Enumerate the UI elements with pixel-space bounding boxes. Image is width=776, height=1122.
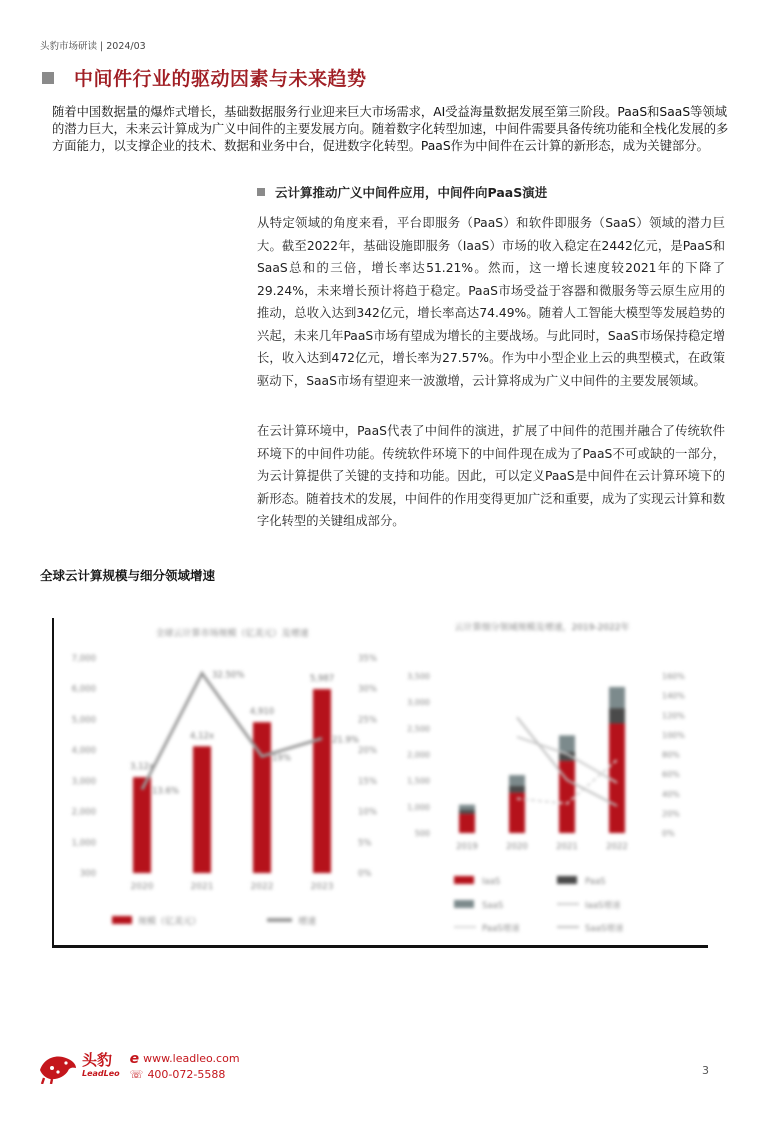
chart1-y-tick: 4,000 bbox=[71, 746, 96, 757]
chart1-legend-label: 增速 bbox=[298, 917, 317, 927]
chart1-y-tick: 2,000 bbox=[71, 807, 96, 818]
chart1-bar bbox=[313, 689, 331, 873]
page-title-block bbox=[42, 64, 367, 91]
chart2-legend-label: PaaS增速 bbox=[482, 924, 520, 934]
chart1-legend-label: 规模（亿美元） bbox=[138, 917, 202, 927]
chart2-y2-tick: 0% bbox=[662, 829, 675, 838]
brand-cn: 头豹 bbox=[82, 1051, 113, 1069]
chart2-bar-iaas bbox=[609, 723, 625, 833]
chart1-y2-tick: 0% bbox=[358, 869, 372, 879]
chart1-line-label: 32.50% bbox=[212, 670, 245, 681]
footer-brand bbox=[38, 1050, 240, 1084]
chart2-title: 云计算细分领域规模及增速，2019-2022年 bbox=[454, 623, 630, 633]
chart1-y-tick: 1,000 bbox=[71, 838, 96, 849]
chart1-y2-tick: 10% bbox=[358, 807, 377, 818]
chart1-bar bbox=[133, 777, 151, 873]
chart1-x-tick: 2020 bbox=[130, 882, 154, 892]
chart2-legend-label: IaaS增速 bbox=[585, 901, 621, 911]
chart1-x-tick: 2022 bbox=[250, 882, 274, 892]
chart2-x-tick: 2021 bbox=[556, 842, 578, 852]
chart2-y-tick: 2,000 bbox=[407, 750, 430, 760]
chart1-title: 全球云计算市场规模（亿美元）及增速 bbox=[155, 629, 309, 639]
chart1-y2-tick: 15% bbox=[358, 776, 377, 787]
footer-website[interactable]: www.leadleo.com bbox=[143, 1052, 240, 1065]
chart2-x-tick: 2022 bbox=[606, 842, 628, 852]
title-square-icon bbox=[42, 72, 54, 84]
page-number: 3 bbox=[702, 1064, 709, 1077]
chart1-bar-label: 3,12x bbox=[130, 762, 154, 773]
report-source-header: 头豹市场研读 | 2024/03 bbox=[40, 41, 146, 52]
chart2-bar-iaas bbox=[459, 814, 475, 833]
chart2-x-tick: 2020 bbox=[506, 842, 528, 852]
chart2-x-tick: 2019 bbox=[456, 842, 478, 852]
chart1-y2-tick: 30% bbox=[358, 684, 377, 695]
chart1-y-tick: 5,000 bbox=[71, 715, 96, 726]
chart1-bar bbox=[253, 722, 271, 873]
page-title: 中间件行业的驱动因素与未来趋势 bbox=[74, 68, 367, 90]
chart1-x-tick: 2023 bbox=[310, 882, 334, 892]
chart1-legend-swatch-bar bbox=[112, 916, 132, 924]
chart2-bar-paas bbox=[509, 786, 525, 793]
chart1-bar bbox=[193, 746, 211, 873]
chart2-y-tick: 500 bbox=[414, 829, 430, 838]
web-icon: e bbox=[129, 1051, 140, 1067]
section-heading-block bbox=[257, 183, 547, 201]
chart2-bar-paas bbox=[459, 810, 475, 814]
charts-svg bbox=[52, 618, 708, 945]
chart1-line-label: 19% bbox=[272, 753, 291, 764]
chart2-y-tick: 3,000 bbox=[407, 698, 430, 708]
chart1-bar-label: 5,987 bbox=[309, 674, 335, 685]
chart1-y-tick: 7,000 bbox=[71, 654, 96, 664]
section-square-icon bbox=[257, 188, 265, 196]
chart1-growth-line bbox=[142, 673, 322, 789]
chart2-y2-tick: 40% bbox=[662, 789, 680, 799]
chart1-y-tick: 300 bbox=[79, 869, 96, 879]
phone-icon: ☏ bbox=[129, 1068, 144, 1081]
chart2-bar-saas bbox=[509, 775, 525, 786]
chart2-bar-saas bbox=[609, 687, 625, 708]
chart1-y-tick: 6,000 bbox=[71, 684, 96, 695]
chart1-y2-tick: 25% bbox=[358, 715, 377, 726]
chart2-y2-tick: 120% bbox=[662, 711, 685, 721]
chart1-bar-label: 4,910 bbox=[249, 707, 275, 718]
footer-phone: 400-072-5588 bbox=[147, 1068, 226, 1081]
chart-frame-bottom-border bbox=[52, 945, 708, 948]
intro-paragraph: 随着中国数据量的爆炸式增长，基础数据服务行业迎来巨大市场需求，AI受益海量数据发展至第三阶段。PaaS和SaaS等领域的潜力巨大，未来云计算成为广义中间件的主要发展方向。随着数字化转型加速，中间件需要具备传统功能和全栈化发展的多方面能力，以支撑企业的技术、数据和业务中台，促进数字化转型。PaaS作为中间件在云计算的新形态，成为关键部分。 bbox=[52, 105, 729, 153]
chart1-bar-label: 4,12x bbox=[190, 731, 214, 742]
chart2-legend-label: IaaS bbox=[482, 877, 501, 887]
chart2-legend-label: SaaS bbox=[482, 901, 504, 911]
chart2-y2-tick: 140% bbox=[662, 691, 685, 701]
chart2-legend-swatch bbox=[454, 900, 474, 908]
chart1-x-tick: 2021 bbox=[190, 882, 214, 892]
section-heading: 云计算推动广义中间件应用，中间件向PaaS演进 bbox=[275, 185, 548, 200]
chart2-bar-saas bbox=[459, 805, 475, 810]
chart2-legend-swatch bbox=[454, 876, 474, 884]
chart2-y2-tick: 80% bbox=[662, 750, 680, 760]
chart2-y-tick: 1,500 bbox=[407, 776, 430, 786]
chart1-y2-tick: 35% bbox=[358, 654, 377, 664]
chart2-legend-label: SaaS增速 bbox=[585, 924, 624, 934]
chart1-y-tick: 3,000 bbox=[71, 776, 96, 787]
chart1-line-label: 21.9% bbox=[332, 735, 360, 746]
chart2-y-tick: 2,500 bbox=[407, 724, 430, 734]
chart2-y2-tick: 20% bbox=[662, 809, 680, 819]
chart2-y2-tick: 100% bbox=[662, 730, 685, 740]
chart2-y-tick: 3,500 bbox=[407, 672, 430, 681]
chart1-y2-tick: 5% bbox=[358, 838, 372, 849]
chart2-legend-label: PaaS bbox=[585, 877, 606, 887]
chart2-legend-swatch bbox=[557, 876, 577, 884]
chart2-y-tick: 1,000 bbox=[407, 802, 430, 812]
chart2-y2-tick: 160% bbox=[662, 672, 685, 681]
brand-en: LeadLeo bbox=[82, 1069, 120, 1078]
leopard-logo-icon bbox=[38, 1050, 78, 1084]
body-paragraph-2: 在云计算环境中，PaaS代表了中间件的演进，扩展了中间件的范围并融合了传统软件环境下的中间件功能。传统软件环境下的中间件现在成为了PaaS不可或缺的一部分，为云计算提供了关键的支持和功能。因此，可以定义PaaS是中间件在云计算环境下的新形态。随着技术的发展，中间件的作用变得更加广泛和重要，成为了实现云计算和数字化转型的关键组成部分。 bbox=[257, 424, 725, 528]
chart2-y2-tick: 60% bbox=[662, 770, 680, 780]
body-paragraph-1: 从特定领域的角度来看，平台即服务（PaaS）和软件即服务（SaaS）领域的潜力巨大。截至2022年，基础设施即服务（IaaS）市场的收入稳定在2442亿元，是PaaS和SaaS总和的三倍，增长率达51.21%。然而，这一增长速度较2021年的下降了29.24%，未来增长预计将趋于稳定。PaaS市场受益于容器和微服务等云原生应用的推动，总收入达到342亿元，增长率高达74.49%。随着人工智能大模型等发展趋势的兴起，未来几年PaaS市场有望成为增长的主要战场。与此同时，SaaS市场保持稳定增长，收入达到472亿元，增长率为27.57%。作为中小型企业上云的典型模式，在政策驱动下，SaaS市场有望迎来一波激增，云计算将成为广义中间件的主要发展领域。 bbox=[257, 216, 725, 388]
chart2-bar-paas bbox=[609, 708, 625, 723]
chart2-bar-saas bbox=[559, 735, 575, 752]
chart1-y2-tick: 20% bbox=[358, 746, 377, 757]
chart-section-title: 全球云计算规模与细分领域增速 bbox=[40, 568, 216, 583]
chart1-line-label: 13.6% bbox=[152, 786, 180, 797]
chart-figure bbox=[52, 618, 708, 948]
